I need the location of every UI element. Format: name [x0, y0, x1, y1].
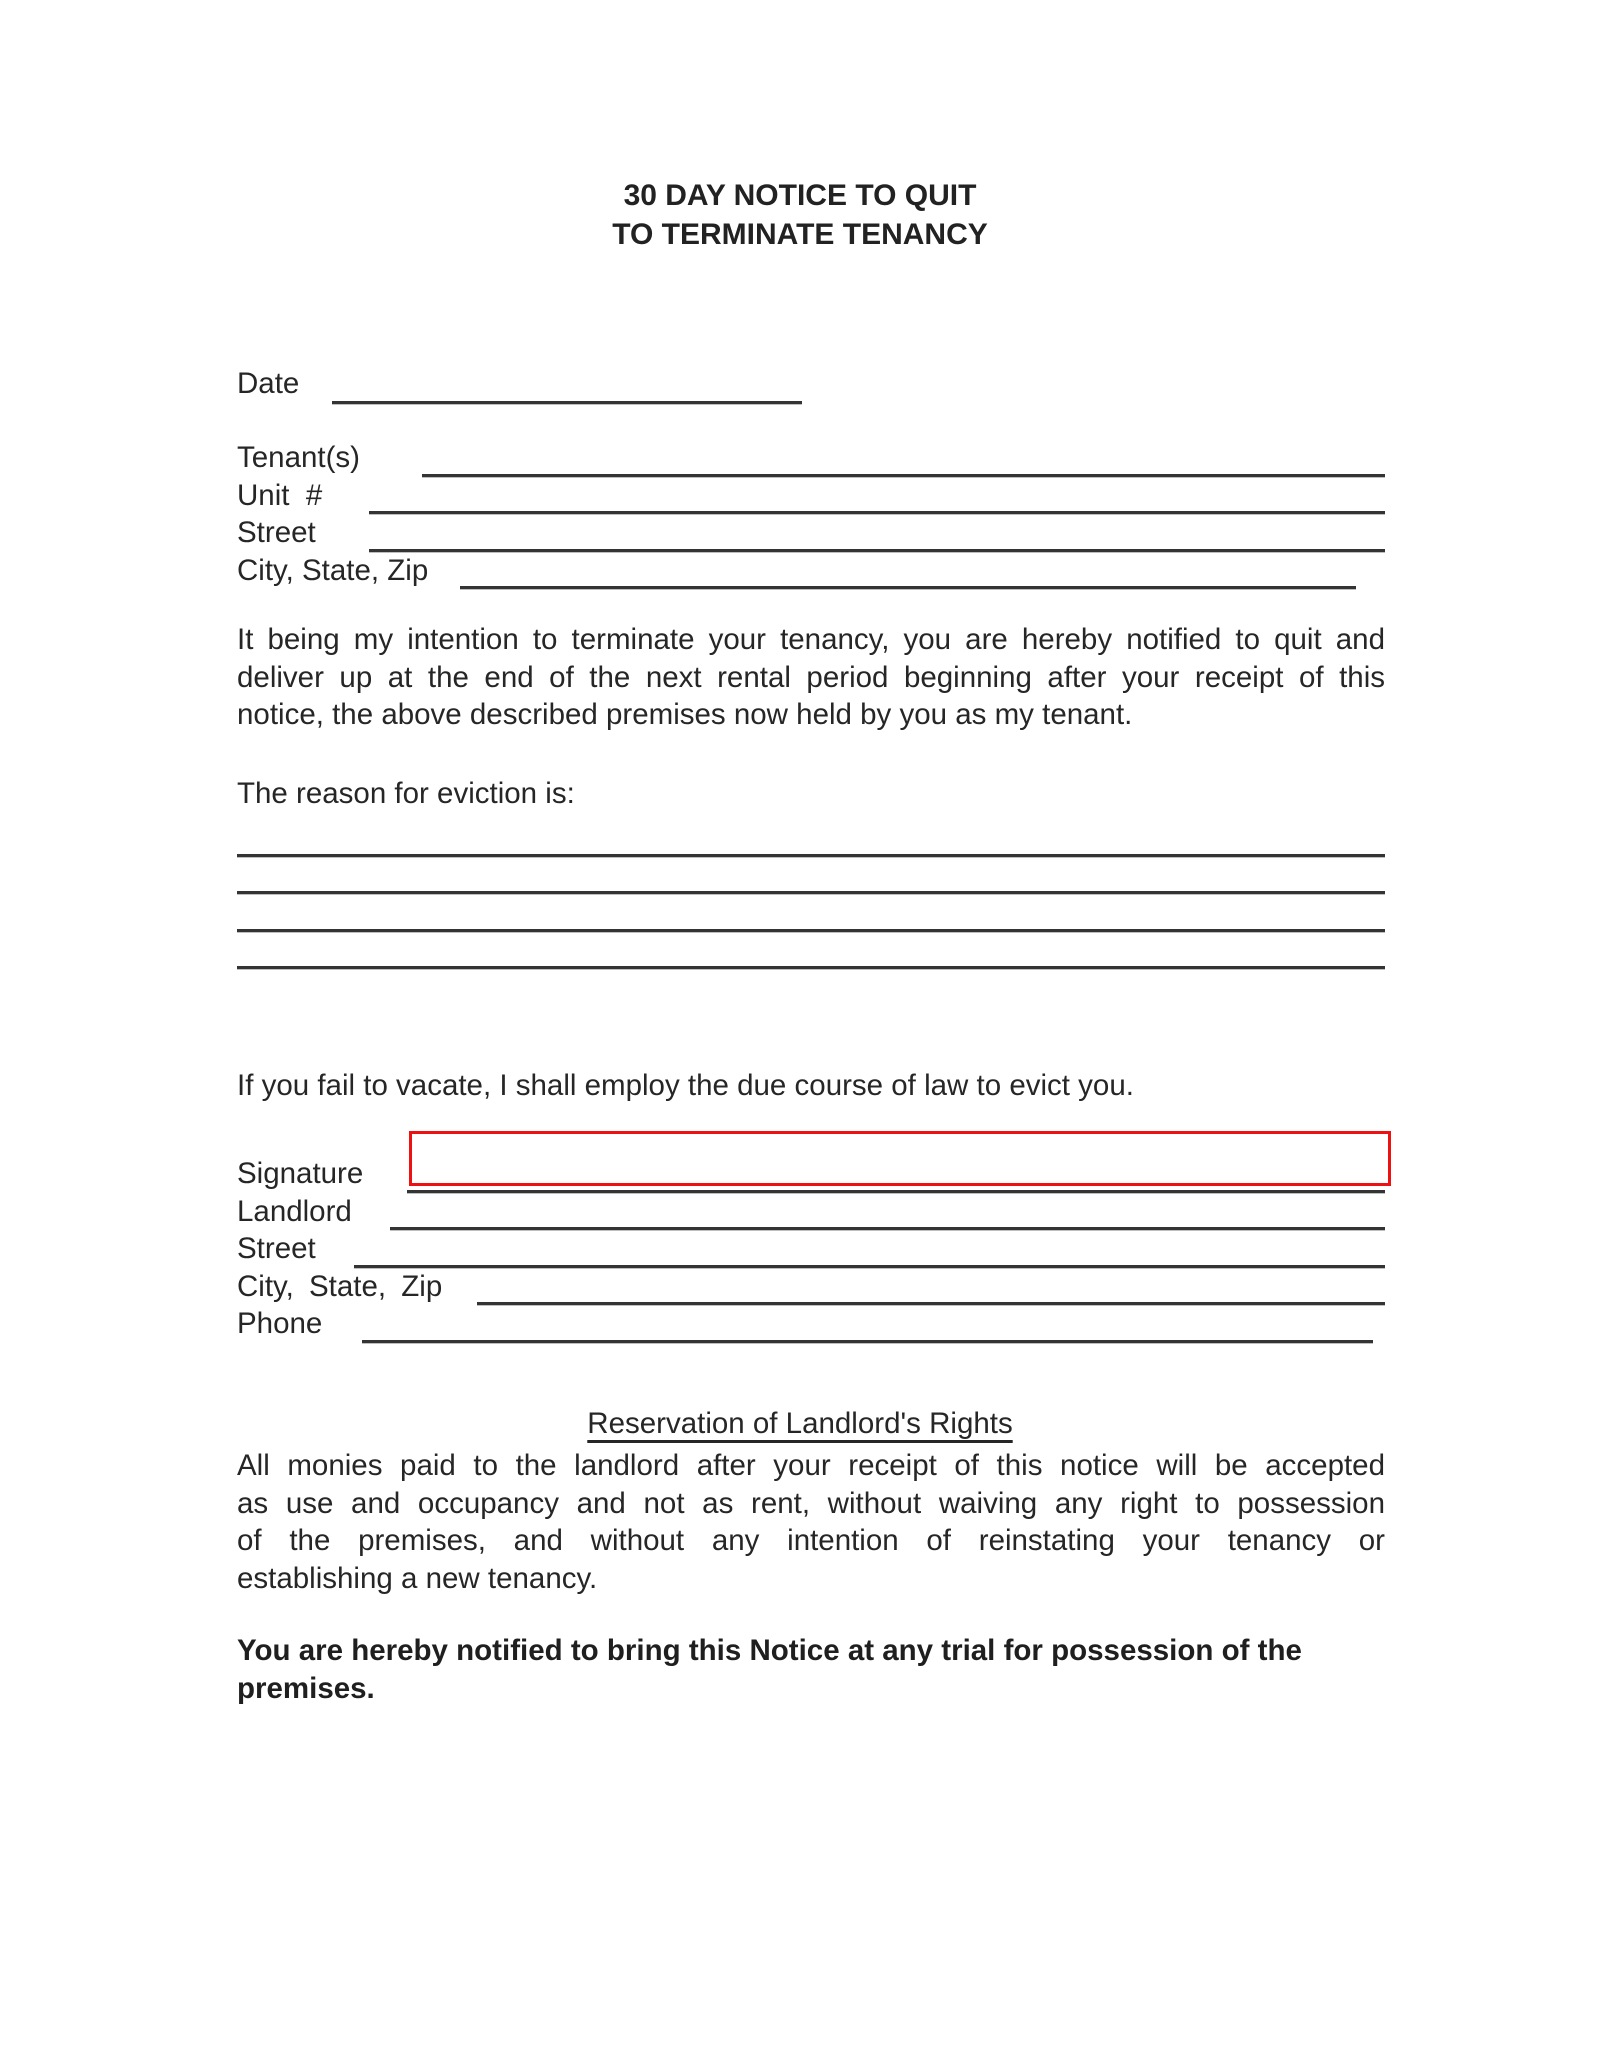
reservation-heading [0, 1405, 1600, 1443]
tenant-street-input-line[interactable] [369, 514, 1385, 552]
unit-number-input-line[interactable] [369, 477, 1385, 515]
signature-label: Signature [237, 1157, 364, 1190]
intro-paragraph [237, 621, 1385, 734]
landlord-label: Landlord [237, 1194, 352, 1228]
reason-blank-row [237, 854, 1385, 892]
bold-note-line: You are hereby notified to bring this Notice at any trial for possession of the [237, 1634, 1302, 1667]
field-row-landlord [237, 1193, 1385, 1231]
reason-input-line-4[interactable] [237, 929, 1385, 970]
field-row-tenants [237, 439, 1385, 477]
landlord-street-input-line[interactable] [354, 1230, 1385, 1268]
reason-blank-row [237, 891, 1385, 929]
landlord-street-label: Street [237, 1232, 316, 1265]
field-row-landlord-city-state-zip [237, 1268, 1385, 1306]
reason-blank-row [237, 929, 1385, 967]
tenant-street-label: Street [237, 516, 316, 549]
unit-number-label: Unit # [237, 478, 323, 512]
intro-paragraph-line: It being my intention to terminate your tenancy, you are hereby notified to quit and [237, 623, 1385, 656]
fail-to-vacate-warning: If you fail to vacate, I shall employ the due course of law to evict you. [237, 1069, 1134, 1102]
document-title [0, 177, 1600, 254]
field-row-tenant-city-state-zip [237, 552, 1385, 590]
intro-paragraph-line: deliver up at the end of the next rental period beginning after your receipt of this [237, 660, 1385, 694]
date-input-line[interactable] [332, 365, 802, 404]
reason-blank-lines [237, 816, 1385, 966]
date-label: Date [237, 367, 300, 400]
signature-field-highlight [409, 1131, 1391, 1186]
phone-input-line[interactable] [362, 1305, 1373, 1343]
field-row-tenant-street [237, 514, 1385, 552]
bring-notice-bold-note [237, 1632, 1385, 1707]
landlord-input-line[interactable] [390, 1193, 1385, 1231]
field-row-landlord-street [237, 1230, 1385, 1268]
field-row-date [237, 365, 1385, 404]
reservation-paragraph-line: All monies paid to the landlord after your receipt of this notice will be accepted [237, 1449, 1385, 1482]
title-line-1: 30 DAY NOTICE TO QUIT [623, 179, 977, 212]
tenants-input-line[interactable] [422, 439, 1385, 477]
reservation-paragraph [237, 1447, 1385, 1597]
reason-input-line-1[interactable] [237, 816, 1385, 857]
tenant-city-state-zip-label: City, State, Zip [237, 553, 429, 587]
reservation-paragraph-line: establishing a new tenancy. [237, 1561, 598, 1595]
tenant-address-block [237, 439, 1385, 589]
reason-for-eviction-label: The reason for eviction is: [237, 777, 575, 810]
phone-label: Phone [237, 1307, 323, 1340]
reservation-heading-text: Reservation of Landlord's Rights [587, 1407, 1013, 1440]
reason-blank-row [237, 816, 1385, 854]
field-row-phone [237, 1305, 1385, 1343]
landlord-city-state-zip-label: City, State, Zip [237, 1269, 443, 1303]
title-line-2: TO TERMINATE TENANCY [612, 217, 988, 251]
tenants-label: Tenant(s) [237, 441, 360, 474]
reservation-paragraph-line: as use and occupancy and not as rent, without waiving any right to possession [237, 1486, 1385, 1520]
tenant-city-state-zip-input-line[interactable] [460, 552, 1356, 590]
field-row-unit-number [237, 477, 1385, 515]
bold-note-line: premises. [237, 1671, 375, 1705]
reservation-paragraph-line: of the premises, and without any intention of reinstating your tenancy or [237, 1524, 1385, 1557]
intro-paragraph-line: notice, the above described premises now held by you as my tenant. [237, 698, 1133, 731]
landlord-city-state-zip-input-line[interactable] [477, 1268, 1385, 1306]
reason-input-line-3[interactable] [237, 891, 1385, 932]
reason-input-line-2[interactable] [237, 854, 1385, 895]
